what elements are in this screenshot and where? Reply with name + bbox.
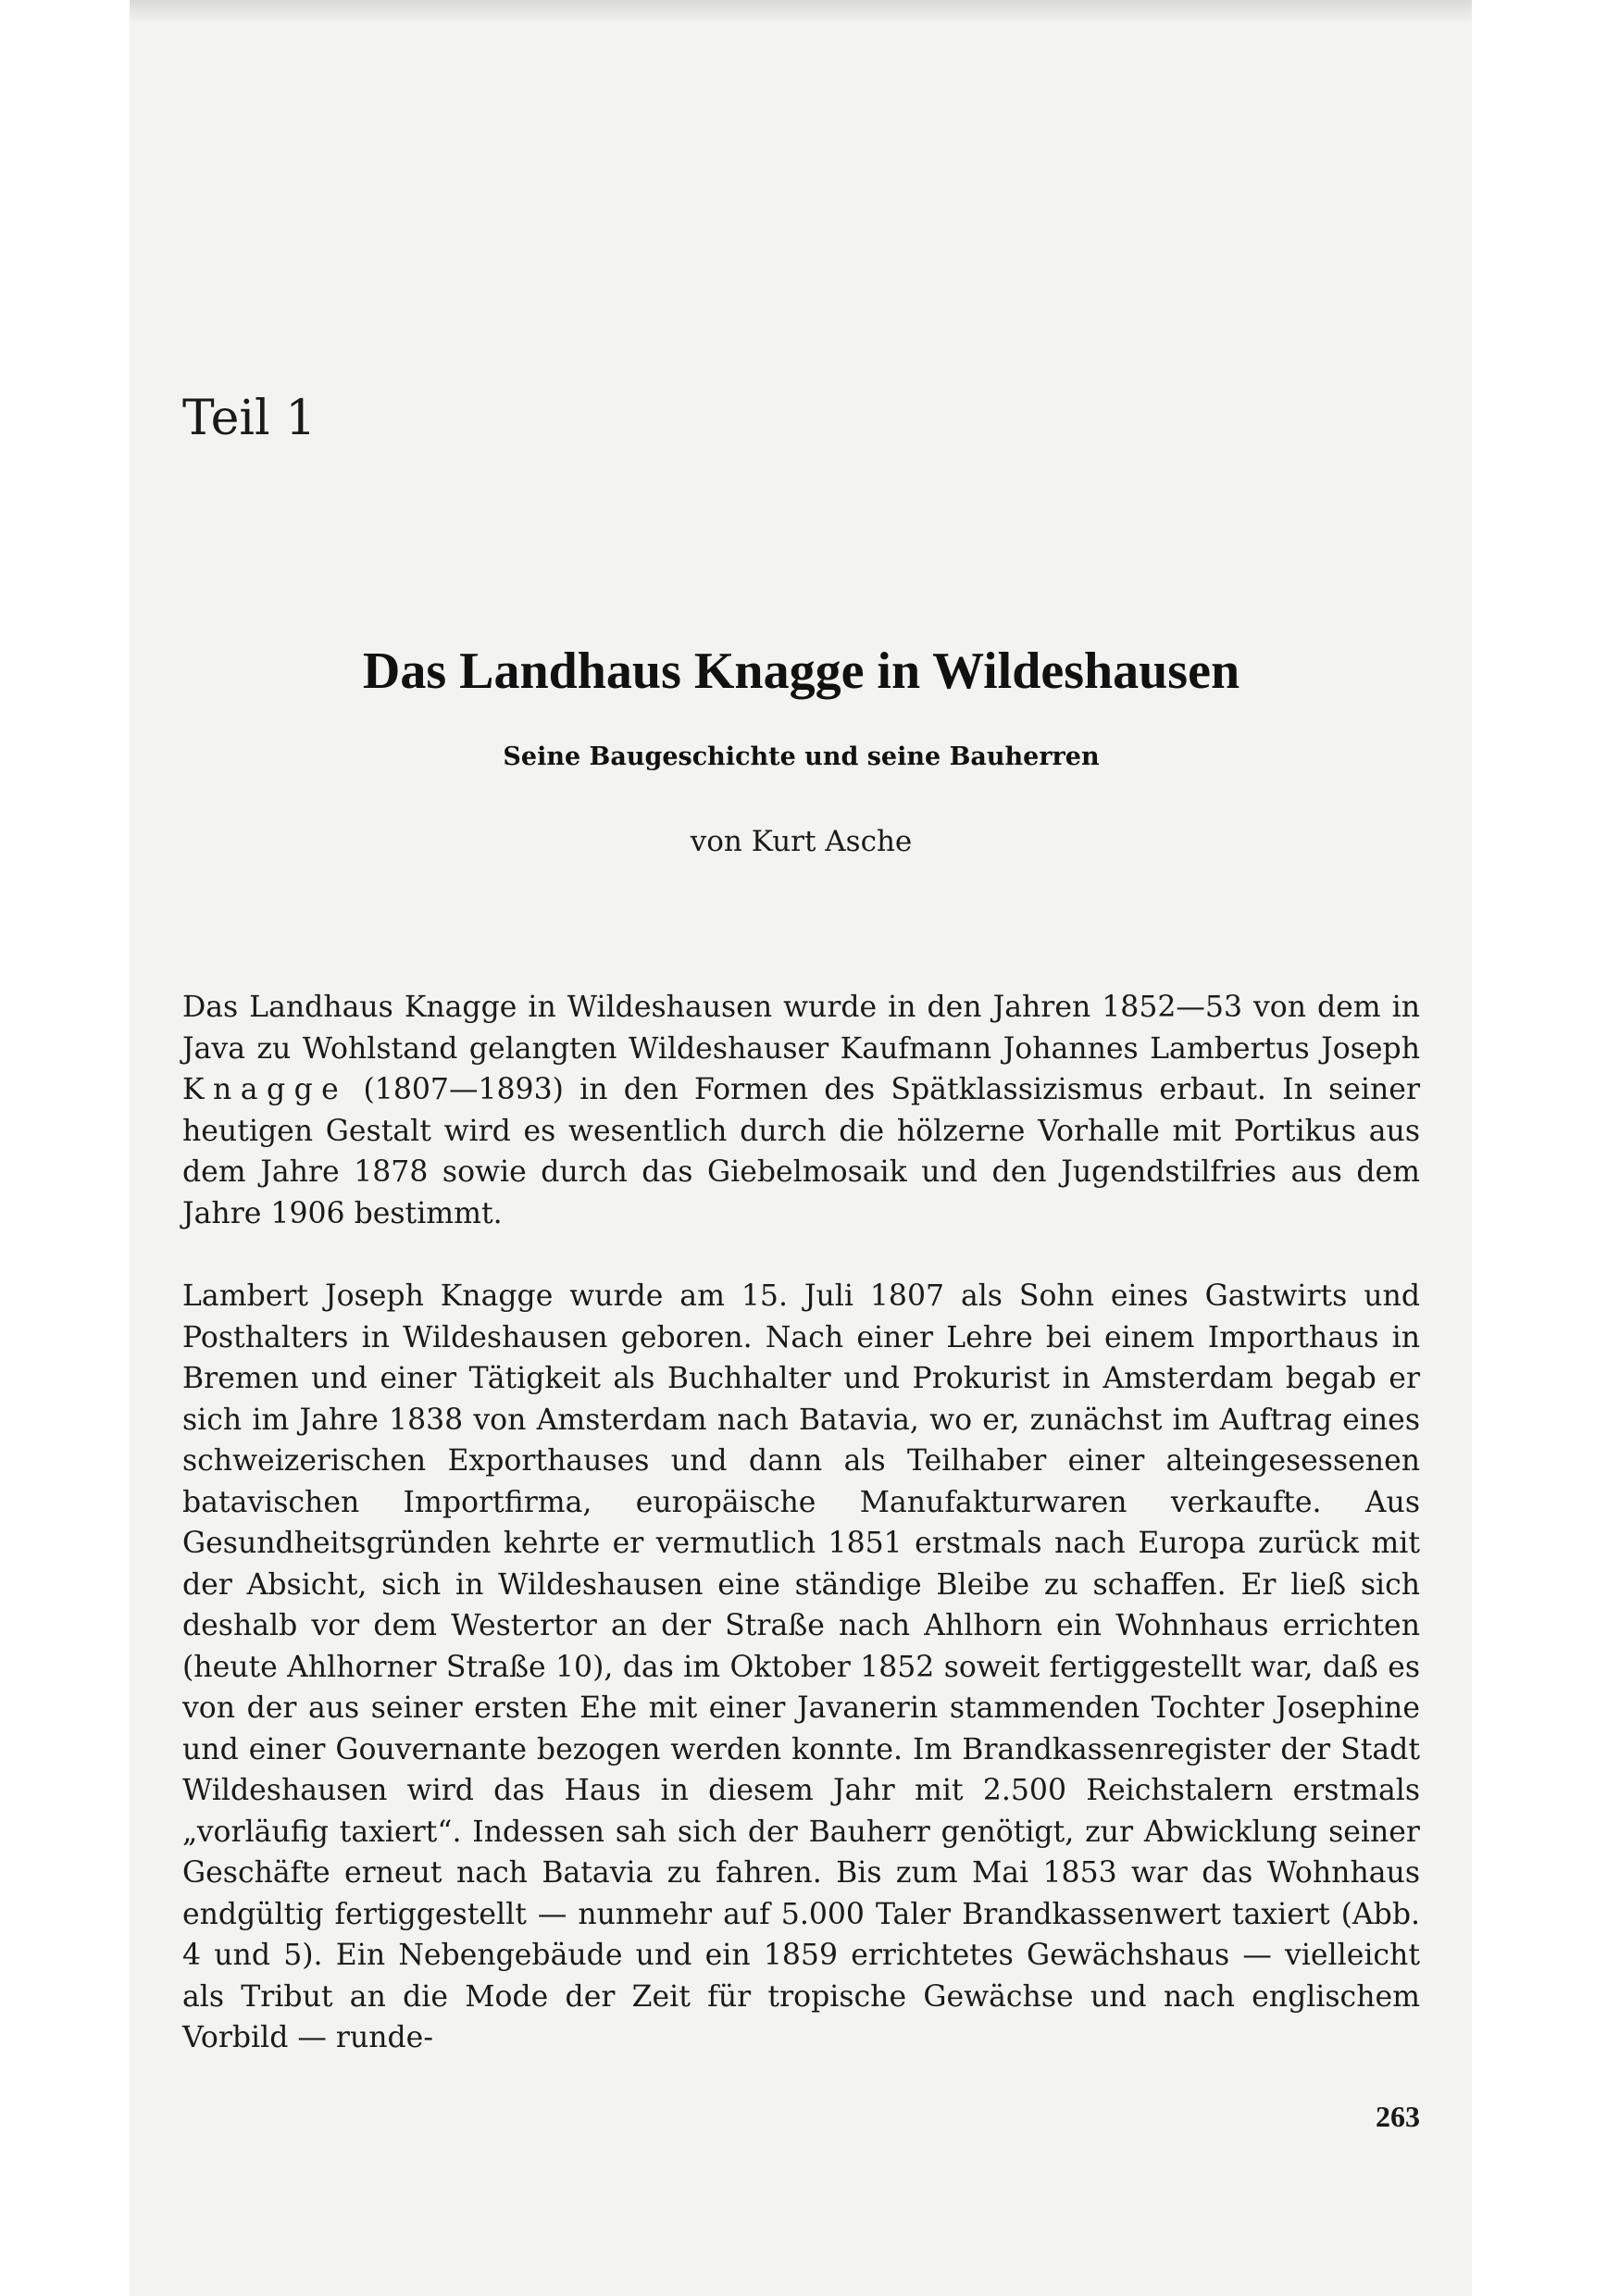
article-author: von Kurt Asche xyxy=(690,825,913,858)
scan-edge-shadow xyxy=(130,0,1472,24)
page-number: 263 xyxy=(1376,2100,1420,2133)
paragraph-1-text-start: Das Landhaus Knagge in Wildeshausen wurde in den Jahren 1852—53 von dem in Java zu Wohlstand gelangten Wildeshauser Kaufmann Johannes Lambertus Joseph xyxy=(182,991,1420,1066)
paragraph-1 xyxy=(182,987,1420,1234)
article-title: Das Landhaus Knagge in Wildeshausen xyxy=(362,643,1240,700)
paragraph-1-text-end: (1807—1893) in den Formen des Spätklassizismus erbaut. In seiner heutigen Gestalt wird es wesentlich durch die hölzerne Vorhalle mit Portikus aus dem Jahre 1878 sowie durch das Giebelmosaik und den Jugendstilfries aus dem Jahre 1906 bestimmt. xyxy=(182,1073,1420,1230)
paragraph-2: Lambert Joseph Knagge wurde am 15. Juli 1807 als Sohn eines Gastwirts und Posthalters in Wildeshausen geboren. Nach einer Lehre bei einem Importhaus in Bremen und einer Tätigkeit als Buchhalter und Prokurist in Amsterdam begab er sich im Jahre 1838 von Amsterdam nach Batavia, wo er, zunächst im Auftrag eines schweizerischen Exporthauses und dann als Teilhaber einer alteingesessenen batavischen Importfirma, europäische Manufakturwaren verkaufte. Aus Gesundheitsgründen kehrte er vermutlich 1851 erstmals nach Europa zurück mit der Absicht, sich in Wildeshausen eine ständige Bleibe zu schaffen. Er ließ sich deshalb vor dem Westertor an der Straße nach Ahlhorn ein Wohnhaus errichten (heute Ahlhorner Straße 10), das im Oktober 1852 soweit fertiggestellt war, daß es von der aus seiner ersten Ehe mit einer Javanerin stammenden Tochter Josephine und einer Gouvernante bezogen werden konnte. Im Brandkassenregister der Stadt Wildeshausen wird das Haus in diesem Jahr mit 2.500 Reichstalern erstmals „vorläufig taxiert“. Indessen sah sich der Bauherr genötigt, zur Abwicklung seiner Geschäfte erneut nach Batavia zu fahren. Bis zum Mai 1853 war das Wohnhaus endgültig fertiggestellt — nunmehr auf 5.000 Taler Brandkassenwert taxiert (Abb. 4 und 5). Ein Nebengebäude und ein 1859 errichtetes Gewächshaus — vielleicht als Tribut an die Mode der Zeit für tropische Gewächse und nach englischem Vorbild — runde- xyxy=(182,1279,1420,2054)
part-heading: Teil 1 xyxy=(182,391,317,446)
spaced-surname: Knagge xyxy=(182,1073,348,1106)
article-subtitle: Seine Baugeschichte und seine Bauherren xyxy=(503,742,1100,771)
